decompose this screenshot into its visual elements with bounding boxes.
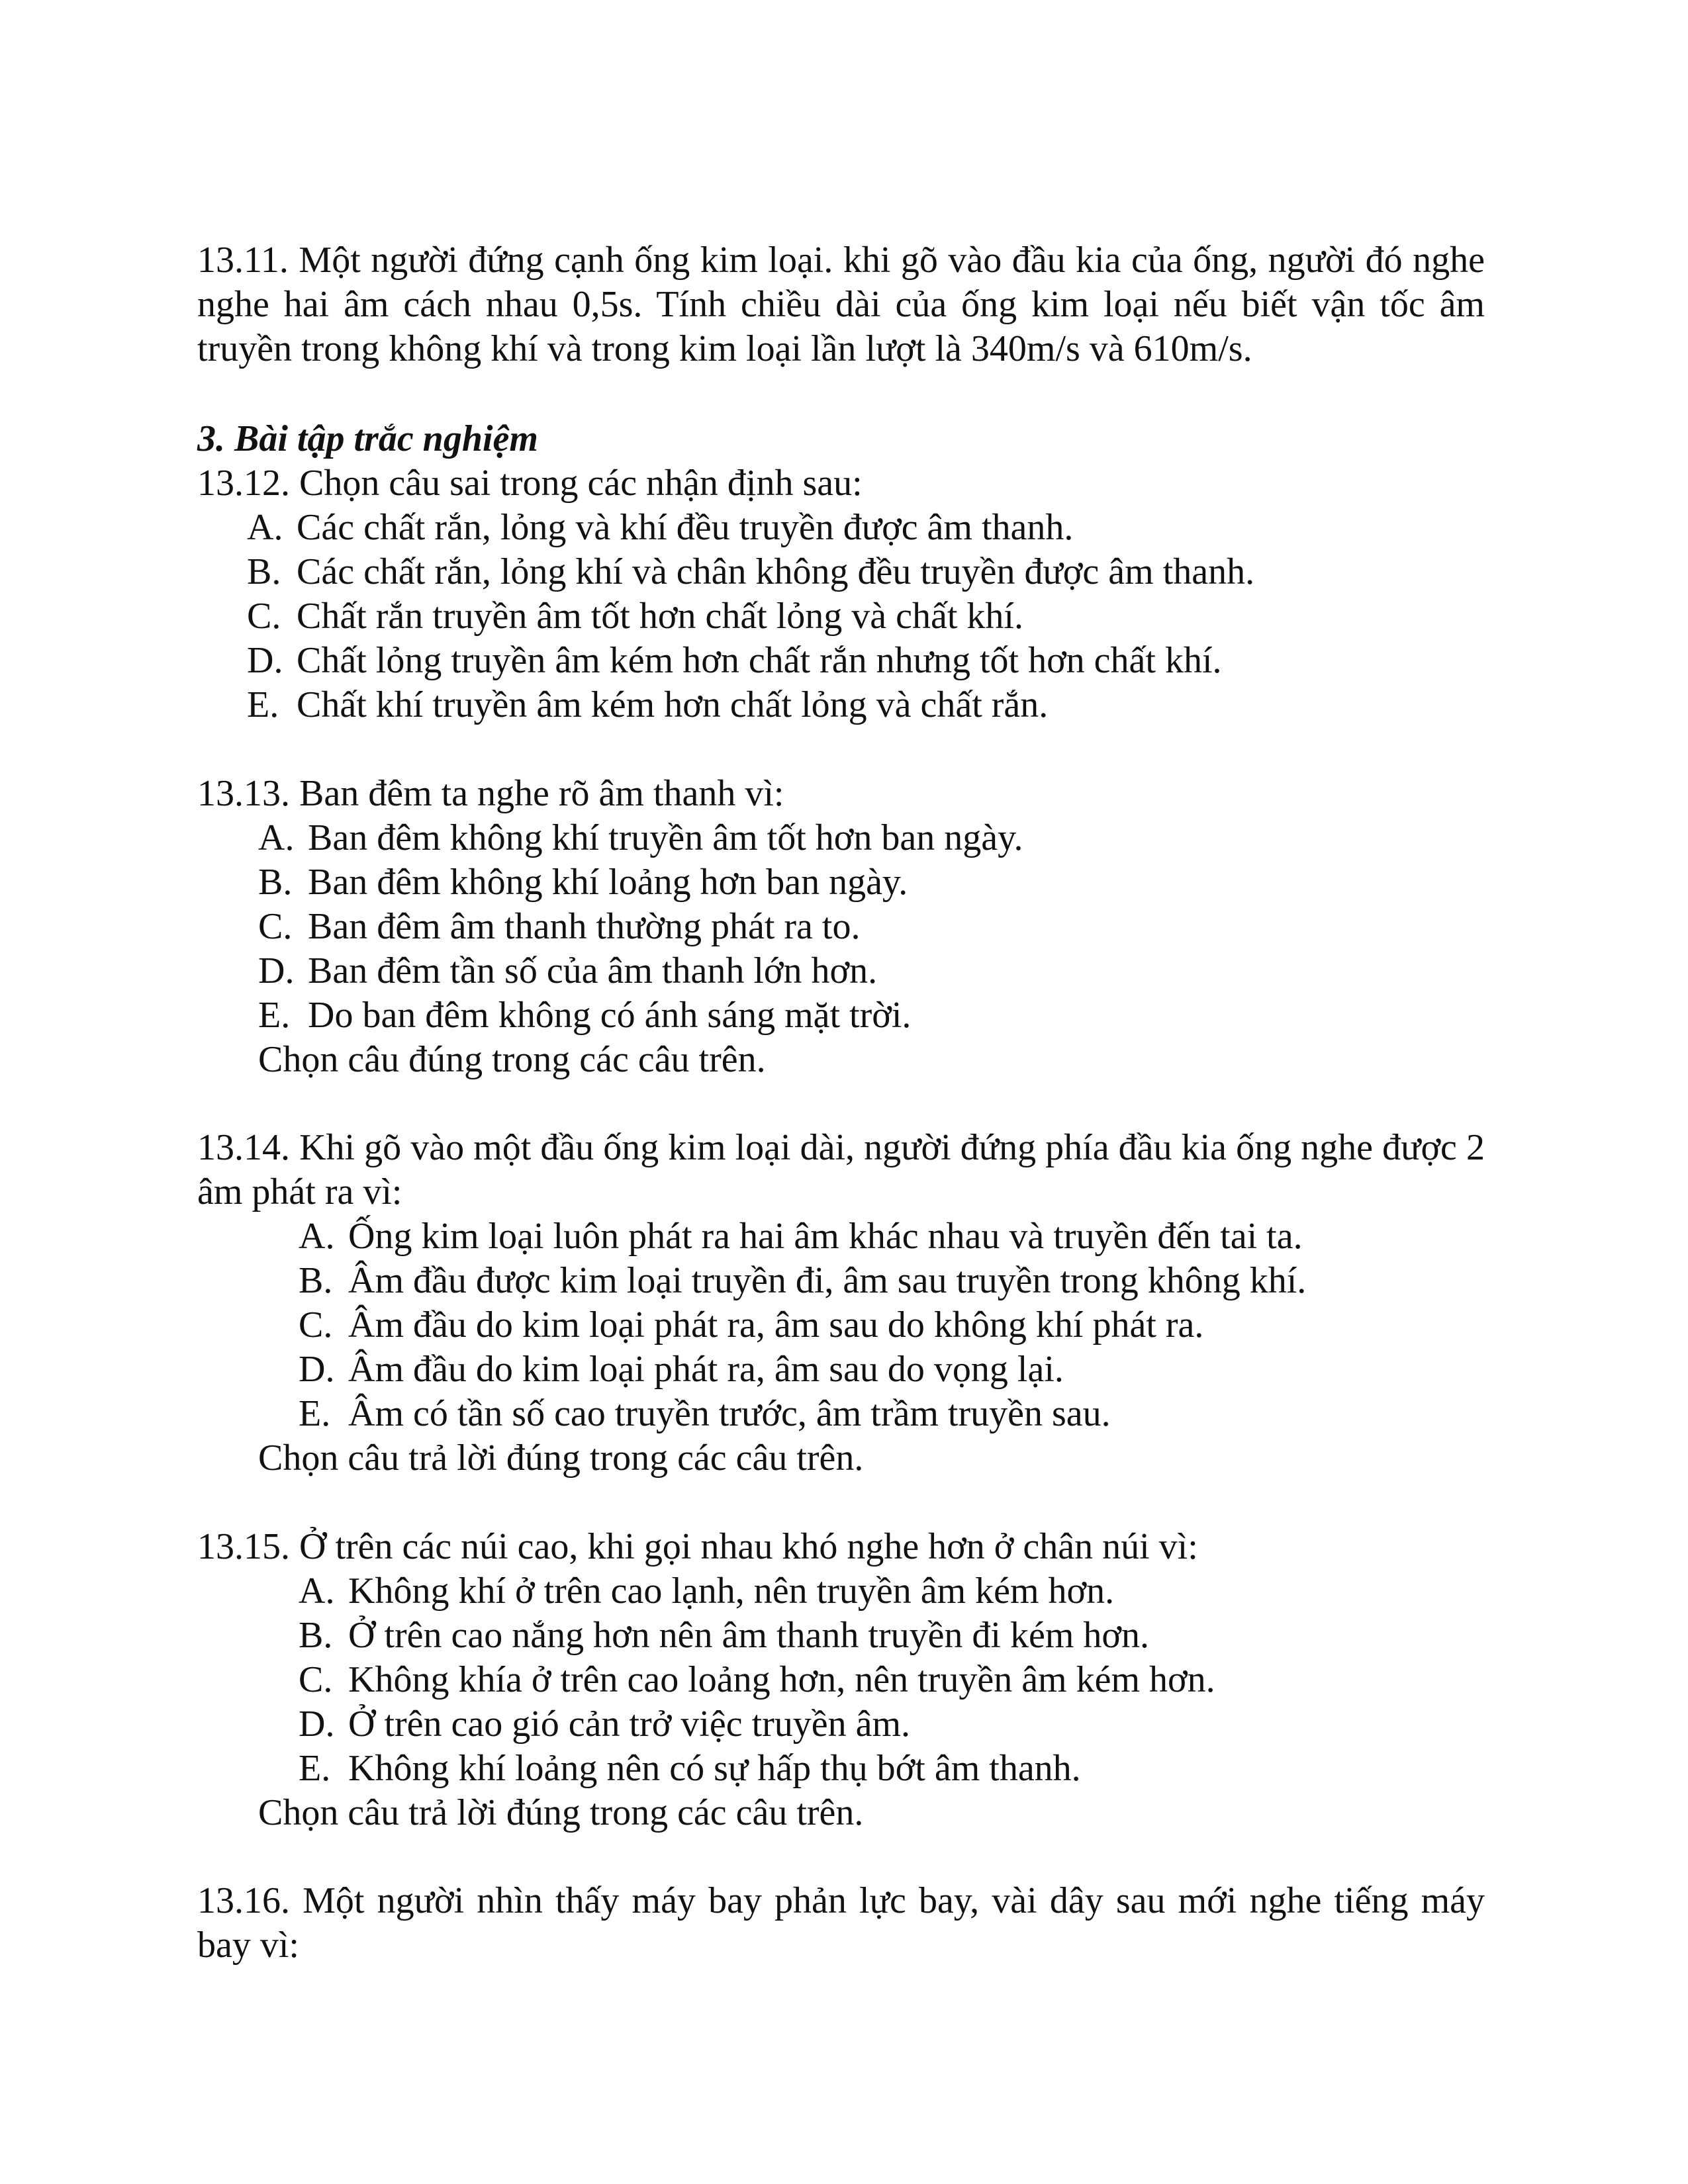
option-text: Do ban đêm không có ánh sáng mặt trời. [308,995,912,1036]
question-13-12-option-e [197,683,1485,727]
option-text: Các chất rắn, lỏng khí và chân không đều truyền được âm thanh. [297,551,1255,592]
option-text: Chất khí truyền âm kém hơn chất lỏng và chất rắn. [297,684,1049,725]
question-13-15-instruction: Chọn câu trả lời đúng trong các câu trên. [258,1792,864,1833]
option-letter: D. [258,950,295,991]
question-13-12-option-c [197,594,1485,639]
option-letter: E. [299,1393,331,1434]
option-letter: A. [247,507,283,548]
question-13-13-instruction: Chọn câu đúng trong các câu trên. [258,1039,766,1080]
option-letter: E. [247,684,279,725]
option-letter: D. [299,1704,335,1745]
question-13-14-option-e [197,1392,1485,1436]
question-13-14-stem: 13.14. Khi gõ vào một đầu ống kim loại dài, người đứng phía đầu kia ống nghe được 2 âm phát ra vì: [197,1127,1485,1212]
question-13-12 [197,461,1485,727]
question-13-11-text: 13.11. Một người đứng cạnh ống kim loại. khi gõ vào đầu kia của ống, người đó nghe nghe hai âm cách nhau 0,5s. Tính chiều dài của ống kim loại nếu biết vận tốc âm truyền trong không khí và trong kim loại lần lượt là 340m/s và 610m/s. [197,240,1485,369]
option-letter: C. [258,906,293,947]
option-text: Ở trên cao gió cản trở việc truyền âm. [348,1704,911,1745]
option-text: Ban đêm tần số của âm thanh lớn hơn. [308,950,878,991]
option-text: Âm đầu do kim loại phát ra, âm sau do vọng lại. [348,1349,1064,1390]
question-13-12-option-b [197,550,1485,594]
question-13-12-option-a [197,506,1485,550]
option-letter: A. [258,817,295,858]
question-13-13-option-d [197,949,1485,993]
option-letter: A. [299,1570,335,1612]
option-text: Ống kim loại luôn phát ra hai âm khác nhau và truyền đến tai ta. [348,1216,1303,1257]
option-text: Âm đầu do kim loại phát ra, âm sau do không khí phát ra. [348,1304,1204,1345]
question-13-14-option-d [197,1347,1485,1392]
question-13-13-option-e [197,993,1485,1038]
option-letter: D. [247,640,283,681]
question-13-12-stem: 13.12. Chọn câu sai trong các nhận định sau: [197,463,863,504]
option-letter: B. [247,551,281,592]
option-letter: B. [258,862,293,903]
option-text: Ở trên cao nắng hơn nên âm thanh truyền đi kém hơn. [348,1615,1150,1656]
question-13-13 [197,772,1485,1082]
question-13-14-instruction: Chọn câu trả lời đúng trong các câu trên. [258,1437,864,1479]
question-13-16-stem: 13.16. Một người nhìn thấy máy bay phản lực bay, vài dây sau mới nghe tiếng máy bay vì: [197,1880,1485,1966]
question-13-15-option-d [197,1702,1485,1747]
option-letter: C. [299,1659,333,1700]
question-13-15 [197,1525,1485,1835]
option-text: Chất rắn truyền âm tốt hơn chất lỏng và chất khí. [297,596,1023,637]
question-13-11 [197,238,1485,371]
option-letter: E. [258,995,291,1036]
question-13-15-stem: 13.15. Ở trên các núi cao, khi gọi nhau khó nghe hơn ở chân núi vì: [197,1526,1198,1567]
question-13-14-option-b [197,1259,1485,1303]
option-letter: B. [299,1615,333,1656]
option-text: Âm đầu được kim loại truyền đi, âm sau truyền trong không khí. [348,1260,1307,1301]
option-letter: B. [299,1260,333,1301]
option-text: Không khí loảng nên có sự hấp thụ bớt âm thanh. [348,1748,1081,1789]
question-13-15-option-e [197,1747,1485,1791]
question-13-13-option-a [197,816,1485,860]
question-13-16 [197,1879,1485,1968]
question-13-15-option-c [197,1658,1485,1702]
option-text: Ban đêm không khí truyền âm tốt hơn ban ngày. [308,817,1023,858]
question-13-13-option-b [197,860,1485,905]
option-text: Ban đêm âm thanh thường phát ra to. [308,906,861,947]
question-13-15-option-b [197,1614,1485,1658]
section-title: 3. Bài tập trắc nghiệm [197,418,538,459]
question-13-13-stem: 13.13. Ban đêm ta nghe rõ âm thanh vì: [197,773,784,814]
question-13-14 [197,1126,1485,1480]
question-13-12-option-d [197,639,1485,683]
question-13-15-option-a [197,1569,1485,1614]
option-letter: C. [247,596,281,637]
option-letter: A. [299,1216,335,1257]
option-text: Chất lỏng truyền âm kém hơn chất rắn nhưng tốt hơn chất khí. [297,640,1222,681]
option-text: Không khía ở trên cao loảng hơn, nên truyền âm kém hơn. [348,1659,1215,1700]
option-text: Âm có tần số cao truyền trước, âm trầm truyền sau. [348,1393,1111,1434]
question-13-14-option-a [197,1214,1485,1259]
option-letter: D. [299,1349,335,1390]
option-text: Ban đêm không khí loảng hơn ban ngày. [308,862,908,903]
option-letter: C. [299,1304,333,1345]
option-text: Không khí ở trên cao lạnh, nên truyền âm kém hơn. [348,1570,1115,1612]
option-letter: E. [299,1748,331,1789]
question-13-13-option-c [197,905,1485,949]
question-13-14-option-c [197,1303,1485,1347]
option-text: Các chất rắn, lỏng và khí đều truyền được âm thanh. [297,507,1074,548]
